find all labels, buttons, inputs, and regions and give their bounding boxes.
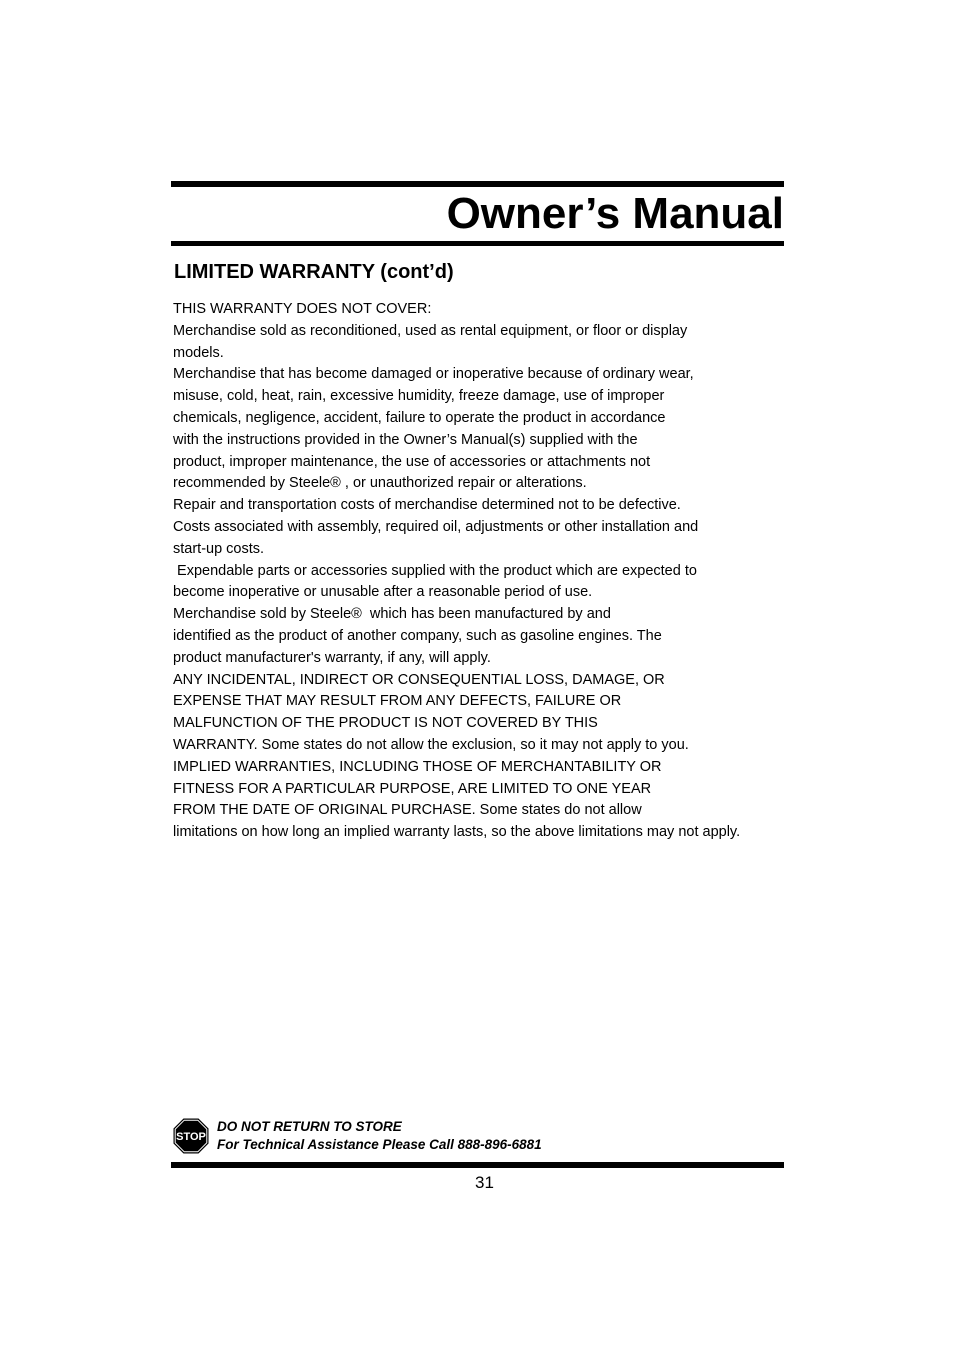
- body-line: product manufacturer's warranty, if any, will apply.: [173, 649, 491, 666]
- body-line: recommended by Steele® , or unauthorized repair or alterations.: [173, 475, 587, 492]
- body-line: FROM THE DATE OF ORIGINAL PURCHASE. Some states do not allow: [173, 802, 642, 819]
- body-line: IMPLIED WARRANTIES, INCLUDING THOSE OF MERCHANTABILITY OR: [173, 758, 662, 775]
- technical-assistance-line: For Technical Assistance Please Call 888-896-6881: [217, 1137, 542, 1152]
- do-not-return-notice: DO NOT RETURN TO STORE: [217, 1119, 402, 1134]
- body-line: Repair and transportation costs of merchandise determined not to be defective.: [173, 497, 681, 514]
- body-line: Expendable parts or accessories supplied with the product which are expected to: [173, 562, 697, 579]
- stop-sign-icon: [173, 1118, 209, 1154]
- body-line: product, improper maintenance, the use of accessories or attachments not: [173, 453, 651, 470]
- body-line: ANY INCIDENTAL, INDIRECT OR CONSEQUENTIAL LOSS, DAMAGE, OR: [173, 671, 665, 688]
- body-line: start-up costs.: [173, 540, 265, 557]
- body-line: Merchandise that has become damaged or inoperative because of ordinary wear,: [173, 366, 694, 383]
- body-line: Costs associated with assembly, required oil, adjustments or other installation and: [173, 518, 699, 535]
- footer-notes: [217, 1118, 542, 1154]
- body-line: Merchandise sold by Steele® which has been manufactured by and: [173, 606, 611, 623]
- body-line: with the instructions provided in the Owner’s Manual(s) supplied with the: [173, 431, 638, 448]
- body-line: become inoperative or unusable after a reasonable period of use.: [173, 584, 593, 601]
- page-number: 31: [475, 1173, 494, 1192]
- header-bottom-rule: [171, 241, 784, 246]
- body-line: EXPENSE THAT MAY RESULT FROM ANY DEFECTS, FAILURE OR: [173, 693, 622, 710]
- body-line: misuse, cold, heat, rain, excessive humidity, freeze damage, use of improper: [173, 388, 665, 405]
- body-line: WARRANTY. Some states do not allow the exclusion, so it may not apply to you.: [173, 736, 689, 753]
- body-line: limitations on how long an implied warranty lasts, so the above limitations may not apply.: [173, 824, 741, 841]
- body-line: MALFUNCTION OF THE PRODUCT IS NOT COVERED BY THIS: [173, 715, 598, 732]
- body-line: identified as the product of another company, such as gasoline engines. The: [173, 627, 662, 644]
- body-line: Merchandise sold as reconditioned, used as rental equipment, or floor or display: [173, 322, 688, 339]
- body-line: chemicals, negligence, accident, failure to operate the product in accordance: [173, 409, 666, 426]
- body-line: FITNESS FOR A PARTICULAR PURPOSE, ARE LIMITED TO ONE YEAR: [173, 780, 652, 797]
- body-line: THIS WARRANTY DOES NOT COVER:: [173, 301, 432, 317]
- stop-sign-label: STOP: [176, 1131, 206, 1143]
- footer-rule: [171, 1162, 784, 1168]
- section-heading: LIMITED WARRANTY (cont’d): [174, 261, 454, 283]
- header-top-rule: [171, 181, 784, 187]
- warranty-body: [173, 299, 793, 844]
- page-title: Owner’s Manual: [446, 189, 784, 238]
- body-line: models.: [173, 344, 224, 361]
